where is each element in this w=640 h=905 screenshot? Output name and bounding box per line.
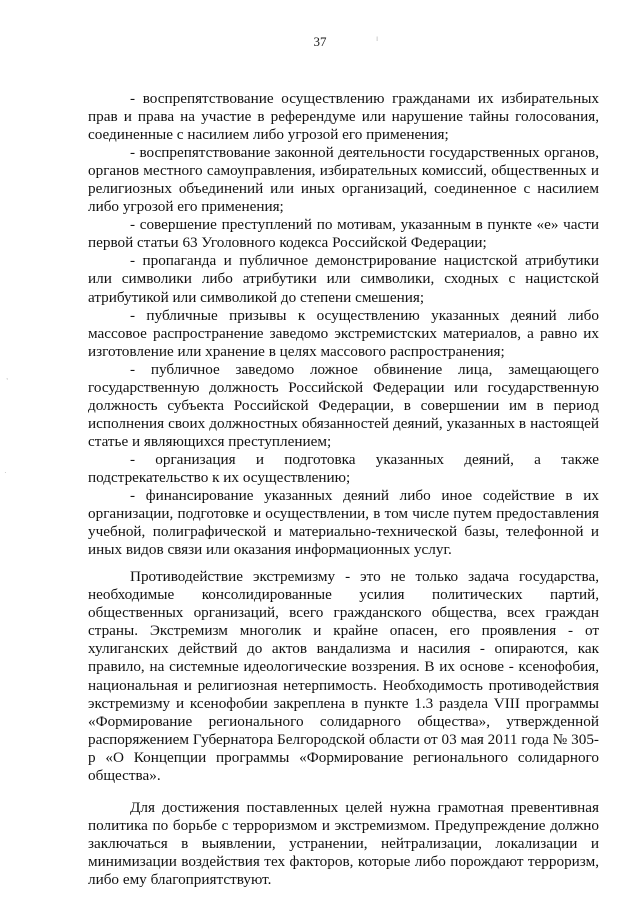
list-item-crimes-by-motive: - совершение преступлений по мотивам, указанным в пункте «е» части первой статьи 63 Уголовного кодекса Российской Федерации; (88, 216, 599, 252)
paragraph-prevention: Для достижения поставленных целей нужна грамотная превентивная политика по борьбе с терроризмом и экстремизмом. Предупреждение должно заключаться в выявлении, устранении, нейтрализации, локализации и минимизации воздействия тех факторов, которые либо порождают терроризм, либо ему благоприятствуют. (88, 798, 599, 888)
page-number: 37 (313, 34, 327, 49)
list-item-public-calls: - публичные призывы к осуществлению указанных деяний либо массовое распространение заведомо экстремистских материалов, а равно их изготовление или хранение в целях массового распространения; (88, 306, 599, 360)
scan-speck: ı (376, 34, 379, 43)
scan-speck: , (6, 372, 9, 381)
list-item-nazi-symbols: - пропаганда и публичное демонстрирование нацистской атрибутики или символики либо атрибутики или символики, сходных с нацистской атрибутикой или символикой до степени смешения; (88, 252, 599, 306)
document-body (88, 90, 599, 889)
list-item-obstruction-voting: - воспрепятствование осуществлению гражданами их избирательных прав и права на участие в референдуме или нарушение тайны голосования, соединенные с насилием либо угрозой его применения; (88, 90, 599, 144)
scan-speck: · (4, 468, 7, 477)
list-item-obstruction-organizations: - воспрепятствование законной деятельности государственных органов, органов местного самоуправления, избирательных комиссий, общественных и религиозных объединений или иных организаций, соединенное с насилием либо угрозой его применения; (88, 144, 599, 216)
paragraph-counteraction: Противодействие экстремизму - это не только задача государства, необходимые консолидированные усилия политических партий, общественных организаций, всего гражданского общества, всех граждан страны. Экстремизм многолик и крайне опасен, его проявления - от хулиганских действий до актов вандализма и насилия - опираются, как правило, на системные идеологические воззрения. В их основе - ксенофобия, национальная и религиозная нетерпимость. Необходимость противодействия экстремизму и ксенофобии закреплена в пункте 1.3 раздела VIII программы «Формирование регионального солидарного общества», утвержденной распоряжением Губернатора Белгородской области от 03 мая 2011 года № 305-р «О Концепции программы «Формирование регионального солидарного общества». (88, 568, 599, 784)
list-item-false-accusation: - публичное заведомо ложное обвинение лица, замещающего государственную должность Российской Федерации или государственную должность субъекта Российской Федерации, в совершении им в период исполнения своих должностных обязанностей деяний, указанных в настоящей статье и являющихся преступлением; (88, 360, 599, 450)
list-item-organization-preparation: - организация и подготовка указанных деяний, а также подстрекательство к их осуществлению; (88, 450, 599, 486)
list-item-financing: - финансирование указанных деяний либо иное содействие в их организации, подготовке и осуществлении, в том числе путем предоставления учебной, полиграфической и материально-технической базы, телефонной и иных видов связи или оказания информационных услуг. (88, 487, 599, 559)
